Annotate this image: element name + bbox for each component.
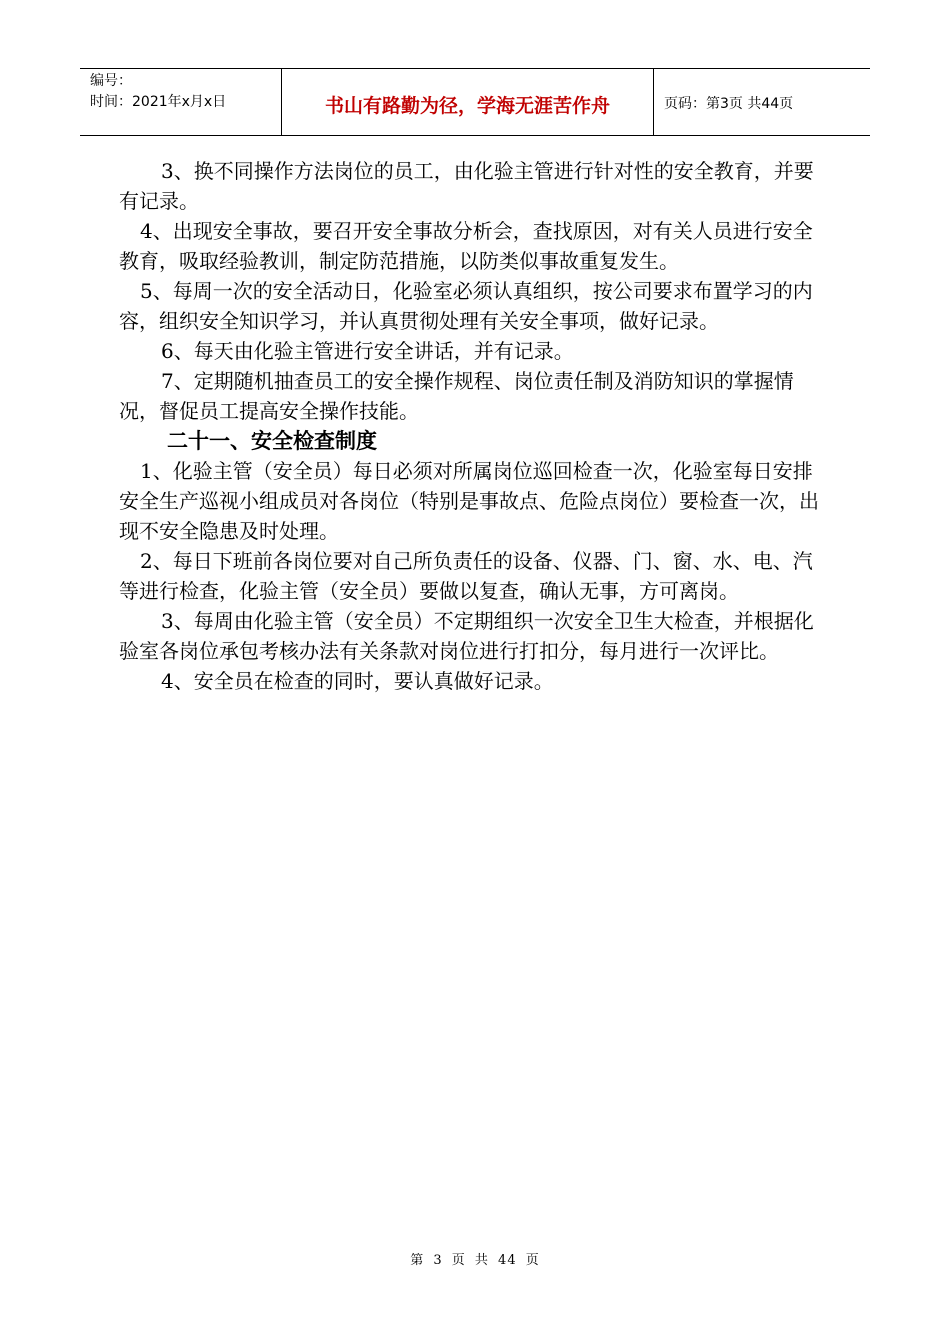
paragraph: 5、每周一次的安全活动日，化验室必须认真组织，按公司要求布置学习的内容，组织安全知识学习，并认真贯彻处理有关安全事项，做好记录。 xyxy=(119,279,813,333)
section-heading: 二十一、安全检查制度 xyxy=(167,429,377,453)
page-header xyxy=(80,68,870,136)
header-motto: 书山有路勤为径，学海无涯苦作舟 xyxy=(281,69,654,135)
document-time-label: 时间：2021年x月x日 xyxy=(90,94,227,110)
paragraph: 4、安全员在检查的同时，要认真做好记录。 xyxy=(161,669,554,693)
paragraph: 3、换不同操作方法岗位的员工，由化验主管进行针对性的安全教育，并要有记录。 xyxy=(119,159,814,213)
paragraph: 1、化验主管（安全员）每日必须对所属岗位巡回检查一次，化验室每日安排安全生产巡视小组成员对各岗位（特别是事故点、危险点岗位）要检查一次，出现不安全隐患及时处理。 xyxy=(119,459,819,543)
document-body xyxy=(119,156,831,696)
document-number-label: 编号： xyxy=(90,73,132,89)
paragraph: 2、每日下班前各岗位要对自己所负责任的设备、仪器、门、窗、水、电、汽等进行检查，化验主管（安全员）要做以复查，确认无事，方可离岗。 xyxy=(119,549,813,603)
paragraph: 7、定期随机抽查员工的安全操作规程、岗位责任制及消防知识的掌握情况，督促员工提高安全操作技能。 xyxy=(119,369,794,423)
paragraph: 4、出现安全事故，要召开安全事故分析会，查找原因，对有关人员进行安全教育，吸取经验教训，制定防范措施，以防类似事故重复发生。 xyxy=(119,219,813,273)
header-meta xyxy=(80,69,281,135)
paragraph: 3、每周由化验主管（安全员）不定期组织一次安全卫生大检查，并根据化验室各岗位承包考核办法有关条款对岗位进行打扣分，每月进行一次评比。 xyxy=(119,609,814,663)
paragraph: 6、每天由化验主管进行安全讲话，并有记录。 xyxy=(161,339,574,363)
page-footer: 第 3 页 共 44 页 xyxy=(410,1253,540,1268)
header-page-info: 页码：第3页 共44页 xyxy=(664,96,794,112)
